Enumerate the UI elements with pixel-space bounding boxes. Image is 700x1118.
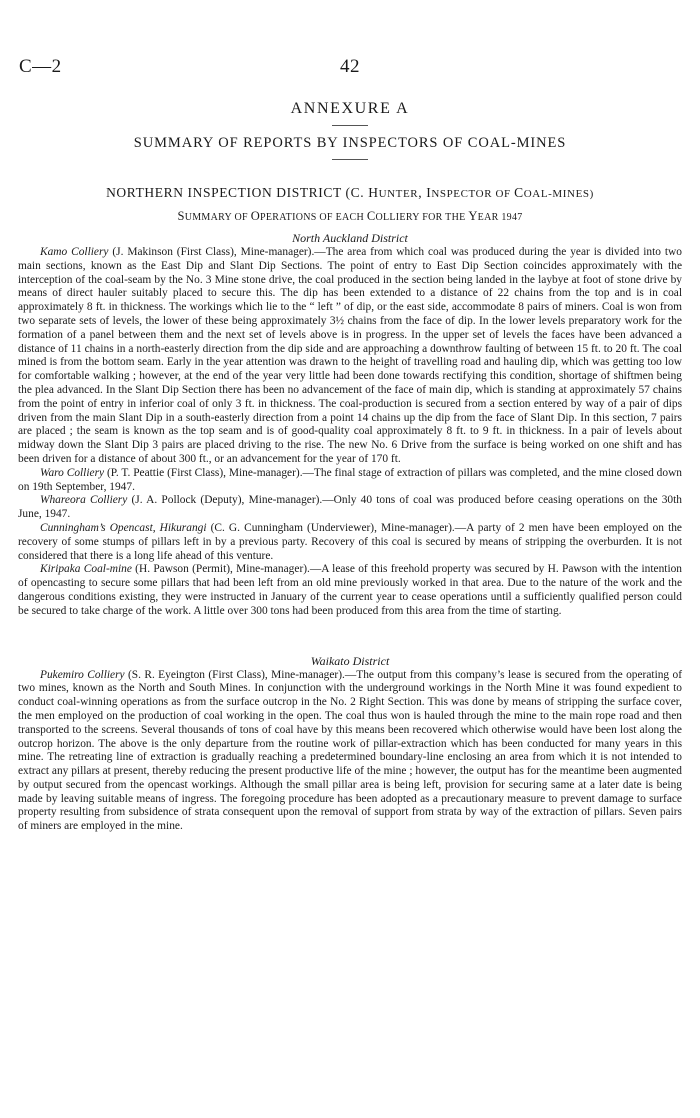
entry-kamo bbox=[18, 246, 682, 467]
entry-text: (P. T. Peattie (First Class), Mine-manager).—The final stage of extraction of pillars was completed, and the mine closed down on 19th September, 1947. bbox=[18, 466, 682, 493]
ops-w1-rest: UMMARY OF bbox=[184, 212, 251, 223]
page-number: 42 bbox=[340, 56, 360, 77]
entry-name: Pukemiro Colliery bbox=[40, 668, 125, 681]
entry-waro bbox=[18, 467, 682, 495]
district-heading bbox=[18, 184, 682, 203]
ops-w1-initial: S bbox=[177, 209, 185, 223]
entry-name: Kiripaka Coal-mine bbox=[40, 563, 132, 576]
inspector-name-rest: UNTER bbox=[378, 188, 419, 200]
waikato-title: Waikato District bbox=[310, 653, 390, 668]
coal-initial: C bbox=[514, 185, 524, 200]
entry-name: Kamo Colliery bbox=[40, 246, 109, 258]
ops-w4-initial: Y bbox=[468, 209, 478, 223]
entry-name: Whareora Colliery bbox=[40, 494, 128, 507]
entry-name: Cunningham’s Opencast, Hikurangi bbox=[40, 521, 207, 534]
summary-rule bbox=[332, 159, 368, 160]
page-content bbox=[18, 99, 682, 834]
entry-text: (C. G. Cunningham (Underviewer), Mine-manager).—A party of 2 men have been employed on the recovery of some stumps of pillars left in by a previous party. Recovery of this coal is secured by means of stripping the overburden. It is not considered that there is a long life ahead of this venture. bbox=[18, 521, 682, 562]
operations-heading bbox=[18, 208, 682, 226]
section-code: C—2 bbox=[19, 56, 62, 77]
ops-w2-rest: PERATIONS OF EACH bbox=[260, 212, 367, 223]
ops-w2-initial: O bbox=[250, 209, 261, 223]
inspector-role-rest: NSPECTOR OF bbox=[431, 188, 515, 200]
entry-name: Waro Colliery bbox=[40, 466, 105, 479]
ops-w3-rest: OLLIERY FOR THE bbox=[375, 212, 469, 223]
entry-text: (H. Pawson (Permit), Mine-manager).—A lease of this freehold property was secured by H. Pawson with the intention of opencasting to secure some pillars that had been left from an old mine previously worked in that area. Due to the nature of the work and the dangerous conditions existing, they were instructed in January of the current year to cease operations until a sufficiently qualified person could be secured to take charge of the work. A little over 300 tons had been produced from this area from the time of starting. bbox=[18, 563, 683, 617]
summary-title: SUMMARY OF REPORTS BY INSPECTORS OF COAL-MINES bbox=[133, 135, 567, 151]
entry-kiripaka bbox=[18, 563, 682, 618]
ops-w3-initial: C bbox=[366, 209, 376, 223]
ops-w4-rest: EAR 1947 bbox=[477, 212, 523, 223]
coal-rest: OAL-MINES) bbox=[523, 188, 594, 200]
inspector-name-initial: H bbox=[368, 185, 379, 200]
entry-text: (J. Makinson (First Class), Mine-manager).—The area from which coal was produced during the year is divided into two main sections, known as the East Dip and Slant Dip Sections. The point of entry to East Dip Section coincides approximately with the interception of the coal-seam by the No. 3 Mine stone drive, the coal produced in the section being landed in the laybye at foot of stone drive by means of direct hauler suitably placed to secure this. The dip has been extended to a distance of 22 chains from the top and is in coal approximately 8 ft. in thickness. The workings which lie to the “ left ” of dip, or the east side, accommodate 8 pairs of miners. Coal is won from two separate sets of levels, the lower of these being approximately 3½ chains from the face of dip. In the lower levels preparatory work for the formation of a panel between them and the next set of levels above is in progress. In the upper set of levels the faces have been advanced a distance of 11 chains in a north-easterly direction from the dip side and are approaching a downthrow faulting of between 15 ft. to 20 ft. The coal mined is from the bottom seam. Early in the year attention was drawn to the height of travelling road and hauling dip, which was getting too low for comfortable walking ; however, at the end of the year very little had been done towards rectifying this condition, shortage of shiftmen being the plea advanced. In the Slant Dip Section there has been no advancement of the face of main dip, which is standing at approximately 57 chains from the point of entry in inferior coal of only 3 ft. in thickness. The coal-production is secured from a section entered by way of a pair of dips driven from the main Slant Dip in a south-easterly direction from a point 14 chains up the dip from the face of Slant Dip. In this section, 7 pairs are placed ; the seam is known as the top seam and is of good-quality coal approximately 8 ft. to 9 ft. in thickness. In a pair of levels about midway down the Slant Dip 3 pairs are placed driving to the rise. The new No. 6 Drive from the surface is being worked on one shift and has been driven for a distance of about 300 ft., or an advancement for the year of 170 ft. bbox=[18, 246, 682, 465]
district-heading-main: NORTHERN INSPECTION DISTRICT (C. bbox=[106, 185, 365, 200]
title-rule bbox=[332, 125, 368, 126]
entry-text: (S. R. Eyeington (First Class), Mine-manager).—The output from this company’s lease is secured from the operating of two mines, known as the North and South Mines. In conjunction with the underground workings in the North Mine it was found expedient to conduct coal-winning operations as from the surface outcrop in the No. 2 Right Section. This was done by means of stripping the surface cover, the men employed on the production of coal working in the open. The coal thus won is hauled through the mine to the main rope road and then transported to the screens. Several thousands of tons of coal have by this means been recovered which otherwise would have been lost along the outcrop horizon. The above is the only departure from the routine work of pillar-extraction which has been conducted for many years in this mine. The retreating line of extraction is gradually reaching a predetermined boundary-line enclosing an area from which it is not intended to extract any pillars at present, thereby reducing the present productive life of the mine ; however, the output has for the meantime been augmented by output secured from the opencast workings. Although the small pillar area is being left, provision for securing same at a later date is being made by leaving suitable means of ingress. The foregoing procedure has been adopted as a precautionary measure to prevent damage to surface property resulting from subsidence of strata consequent upon the removal of support from strata by way of the extraction of pillars. Seven pairs of miners are employed in the mine. bbox=[18, 668, 682, 833]
entry-pukemiro bbox=[18, 669, 682, 835]
annexure-title: ANNEXURE A bbox=[290, 100, 410, 117]
north-auckland-title: North Auckland District bbox=[292, 231, 408, 245]
entry-text: (J. A. Pollock (Deputy), Mine-manager).—Only 40 tons of coal was produced before ceasing operations on the 30th June, 1947. bbox=[18, 494, 682, 521]
entry-cunningham bbox=[18, 522, 682, 563]
inspector-role-initial: I bbox=[426, 185, 432, 200]
entry-whareora bbox=[18, 494, 682, 522]
inspector-separator: , bbox=[418, 185, 427, 200]
